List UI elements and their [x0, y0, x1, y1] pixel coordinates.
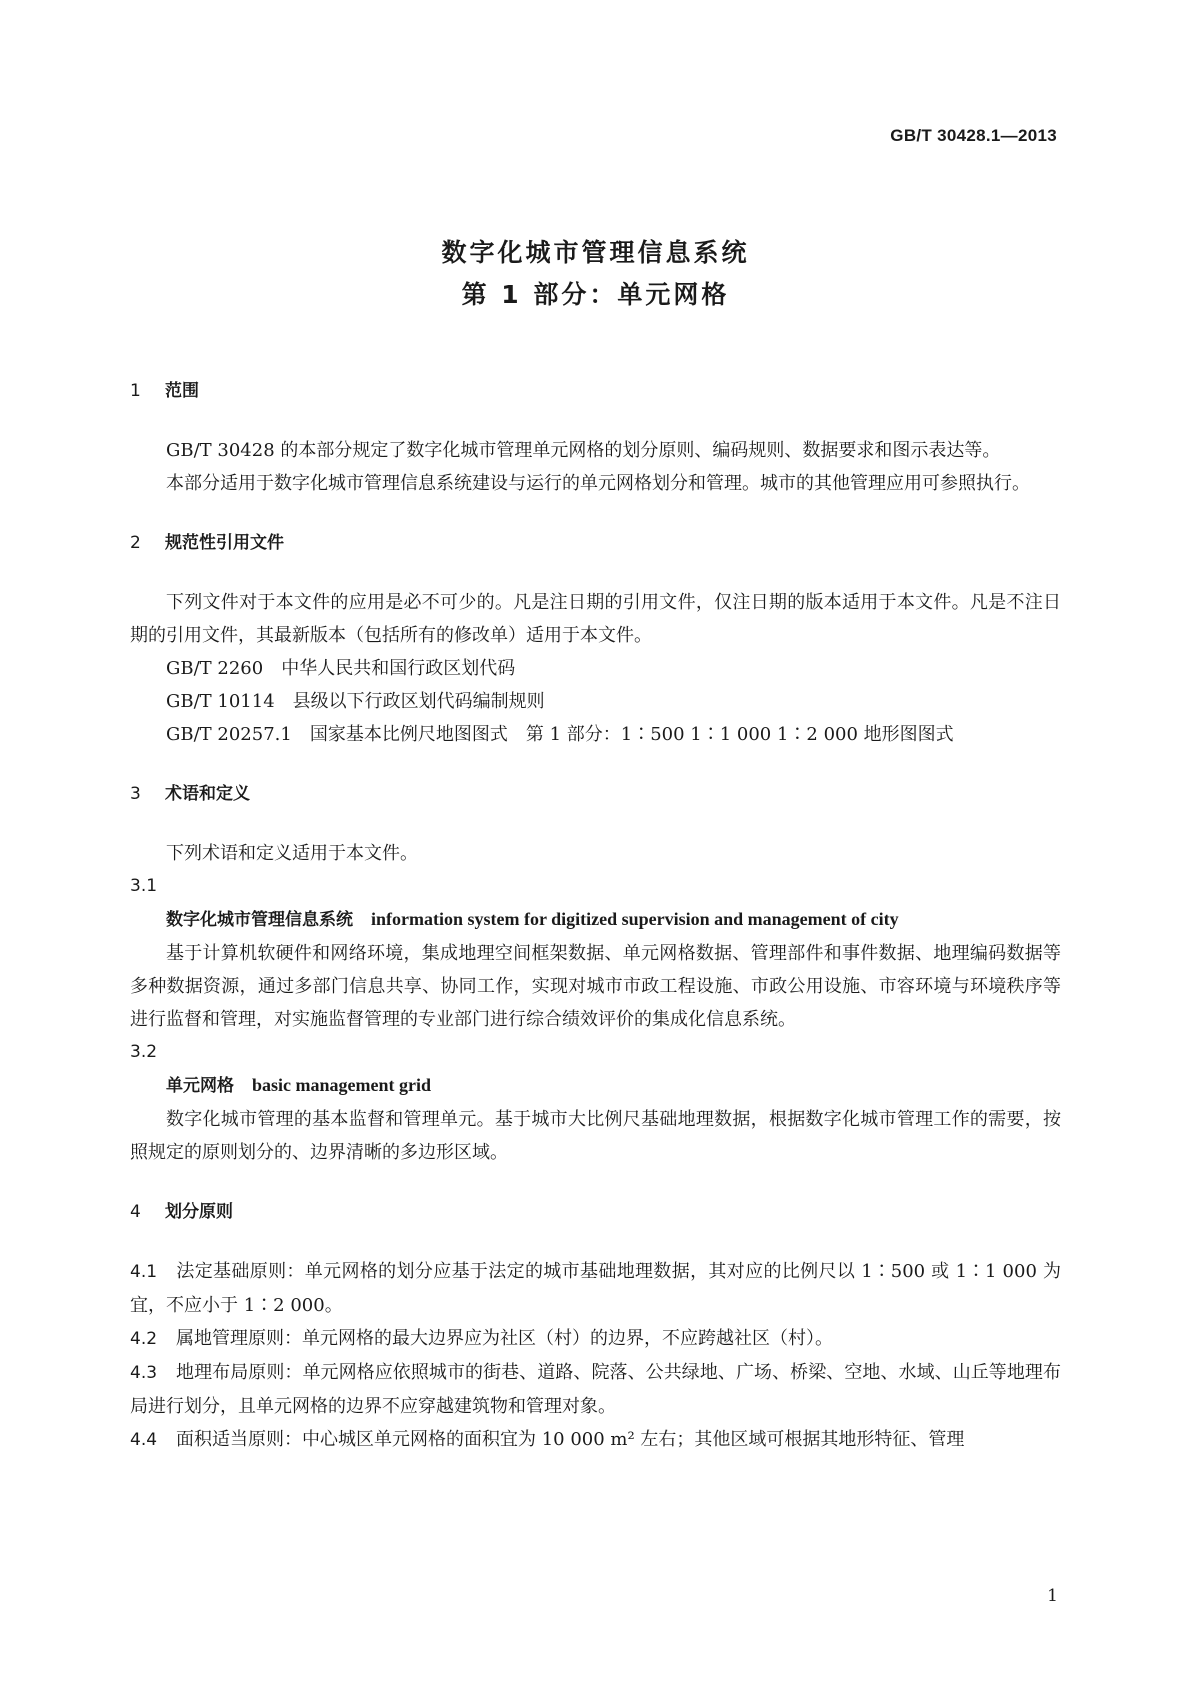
paragraph: 下列文件对于本文件的应用是必不可少的。凡是注日期的引用文件，仅注日期的版本适用于本文件。凡是不注日期的引用文件，其最新版本（包括所有的修改单）适用于本文件。 — [130, 592, 1061, 646]
reference-title: 国家基本比例尺地图图式 第 1 部分：1∶500 1∶1 000 1∶2 000 地形图图式 — [309, 724, 954, 745]
term-definition: 基于计算机软硬件和网络环境，集成地理空间框架数据、单元网格数据、管理部件和事件数据、地理编码数据等多种数据资源，通过多部门信息共享、协同工作，实现对城市市政工程设施、市政公用设施、市容环境与环境秩序等进行监督和管理，对实施监督管理的专业部门进行综合绩效评价的集成化信息系统。 — [130, 943, 1061, 1030]
term-number: 3.1 — [130, 876, 158, 896]
section-title: 划分原则 — [165, 1202, 233, 1222]
document-subtitle: 第 1 部分：单元网格 — [461, 280, 730, 309]
term-name — [130, 903, 1061, 937]
clause-text: 地理布局原则：单元网格应依照城市的街巷、道路、院落、公共绿地、广场、桥梁、空地、水域、山丘等地理布局进行划分，且单元网格的边界不应穿越建筑物和管理对象。 — [130, 1362, 1061, 1417]
section-number: 3 — [130, 784, 141, 804]
term-name — [130, 1069, 1061, 1103]
section-heading-normative-references — [130, 527, 1061, 560]
clause-number: 4.3 — [130, 1363, 158, 1383]
clause-text: 面积适当原则：中心城区单元网格的面积宜为 10 000 m² 左右；其他区域可根据其地形特征、管理 — [176, 1429, 965, 1450]
reference-title: 中华人民共和国行政区划代码 — [281, 658, 516, 679]
clause — [130, 1255, 1061, 1322]
paragraph: 下列术语和定义适用于本文件。 — [166, 843, 418, 864]
section-title: 规范性引用文件 — [165, 533, 284, 553]
standard-code: GB/T 30428.1—2013 — [890, 126, 1057, 145]
reference-code: GB/T 20257.1 — [166, 724, 292, 745]
section-heading-terms-definitions — [130, 778, 1061, 811]
clause-number: 4.2 — [130, 1329, 158, 1349]
section-title: 范围 — [165, 381, 199, 401]
section-title: 术语和定义 — [165, 784, 250, 804]
page-number: 1 — [1047, 1586, 1058, 1606]
section-number: 4 — [130, 1202, 141, 1222]
term-name-zh: 单元网格 — [166, 1076, 234, 1096]
term-name-en: information system for digitized supervision and management of city — [371, 909, 899, 929]
document-body — [130, 375, 1061, 1457]
section-heading-scope — [130, 375, 1061, 408]
clause-number: 4.1 — [130, 1262, 158, 1282]
clause — [130, 1356, 1061, 1423]
term-definition: 数字化城市管理的基本监督和管理单元。基于城市大比例尺基础地理数据，根据数字化城市管理工作的需要，按照规定的原则划分的、边界清晰的多边形区域。 — [130, 1109, 1061, 1163]
reference-item — [130, 685, 1061, 718]
reference-title: 县级以下行政区划代码编制规则 — [292, 691, 545, 712]
paragraph: 本部分适用于数字化城市管理信息系统建设与运行的单元网格划分和管理。城市的其他管理应用可参照执行。 — [166, 473, 1030, 494]
clause-text: 属地管理原则：单元网格的最大边界应为社区（村）的边界，不应跨越社区（村）。 — [176, 1328, 833, 1349]
document-title: 数字化城市管理信息系统 — [441, 238, 750, 267]
reference-item — [130, 718, 1061, 751]
term-number: 3.2 — [130, 1042, 158, 1062]
section-heading-division-principles — [130, 1196, 1061, 1229]
section-number: 1 — [130, 381, 141, 401]
reference-item — [130, 652, 1061, 685]
clause-text: 法定基础原则：单元网格的划分应基于法定的城市基础地理数据，其对应的比例尺以 1∶500 或 1∶1 000 为宜，不应小于 1∶2 000。 — [130, 1261, 1061, 1316]
term-name-zh: 数字化城市管理信息系统 — [166, 910, 353, 930]
term-name-en: basic management grid — [252, 1075, 431, 1095]
section-number: 2 — [130, 533, 141, 553]
paragraph: GB/T 30428 的本部分规定了数字化城市管理单元网格的划分原则、编码规则、数据要求和图示表达等。 — [166, 440, 1001, 461]
clause — [130, 1423, 1061, 1457]
clause — [130, 1322, 1061, 1356]
clause-number: 4.4 — [130, 1430, 158, 1450]
reference-code: GB/T 10114 — [166, 691, 275, 712]
reference-code: GB/T 2260 — [166, 658, 264, 679]
